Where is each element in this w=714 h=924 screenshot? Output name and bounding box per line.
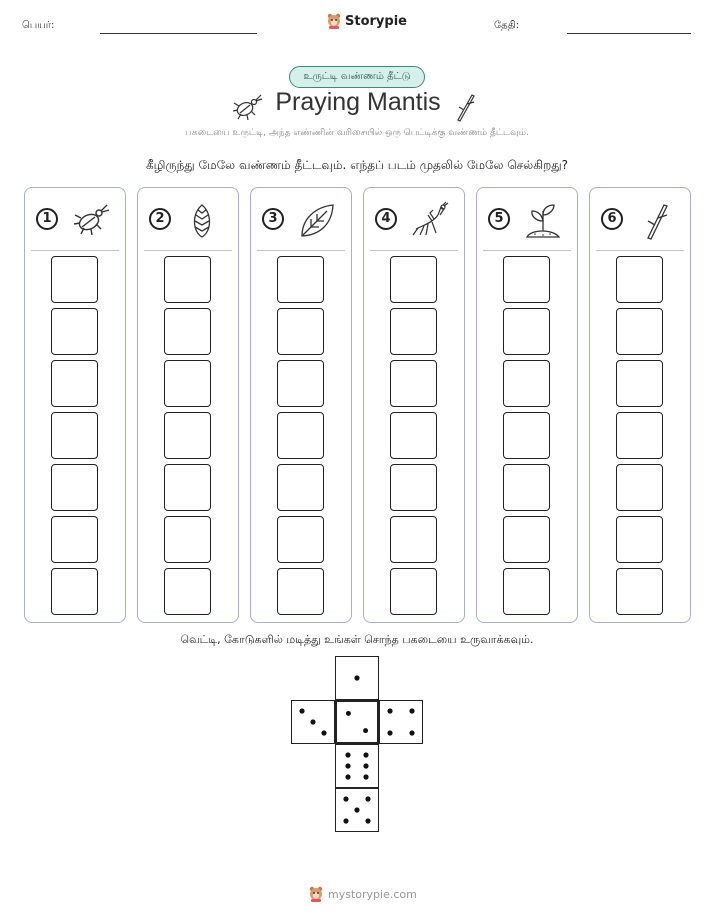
column-number: 4: [375, 208, 397, 230]
sprout-icon: [523, 201, 563, 241]
coloring-box[interactable]: [503, 464, 550, 511]
coloring-box[interactable]: [390, 256, 437, 303]
page-title: Praying Mantis: [275, 88, 441, 116]
column-4: [363, 187, 465, 623]
coloring-box[interactable]: [503, 360, 550, 407]
footer: [309, 886, 417, 902]
coloring-box[interactable]: [390, 568, 437, 615]
coloring-box[interactable]: [277, 464, 324, 511]
coloring-box[interactable]: [164, 516, 211, 563]
footer-url[interactable]: mystorypie.com: [328, 887, 417, 901]
dice-face-3: [291, 700, 335, 744]
coloring-box[interactable]: [277, 568, 324, 615]
coloring-box[interactable]: [616, 516, 663, 563]
coloring-box[interactable]: [390, 360, 437, 407]
coloring-box[interactable]: [51, 568, 98, 615]
coloring-box[interactable]: [277, 256, 324, 303]
column-number: 6: [601, 208, 623, 230]
column-divider: [31, 250, 119, 251]
coloring-box[interactable]: [390, 308, 437, 355]
dice-face-4: [379, 700, 423, 744]
coloring-box[interactable]: [616, 412, 663, 459]
column-number: 2: [149, 208, 171, 230]
twig-icon: [455, 92, 477, 122]
column-divider: [596, 250, 684, 251]
coloring-box[interactable]: [51, 516, 98, 563]
coloring-box[interactable]: [390, 516, 437, 563]
date-label: தேதி:: [494, 20, 520, 31]
coloring-box[interactable]: [616, 464, 663, 511]
column-number: 1: [36, 208, 58, 230]
coloring-box[interactable]: [277, 516, 324, 563]
beetle-icon: [230, 92, 264, 122]
column-number: 3: [262, 208, 284, 230]
activity-badge: உருட்டி வண்ணம் தீட்டு: [289, 66, 425, 88]
cut-instruction: வெட்டி, கோடுகளில் மடித்து உங்கள் சொந்த பகடையை உருவாக்கவும்.: [180, 633, 534, 646]
coloring-box[interactable]: [277, 308, 324, 355]
coloring-box[interactable]: [503, 568, 550, 615]
column-number: 5: [488, 208, 510, 230]
coloring-box[interactable]: [390, 464, 437, 511]
coloring-box[interactable]: [51, 308, 98, 355]
name-label: பெயர்:: [22, 20, 55, 31]
coloring-box[interactable]: [503, 412, 550, 459]
storypie-mascot-icon: [327, 13, 341, 29]
beetle-icon: [71, 201, 111, 241]
column-divider: [144, 250, 232, 251]
column-6: [589, 187, 691, 623]
coloring-box[interactable]: [164, 464, 211, 511]
subtitle: பகடையை உருட்டி, அந்த எண்ணின் வரிசையில் ஒரு பெட்டிக்கு வண்ணம் தீட்டவும்.: [185, 128, 529, 138]
coloring-box[interactable]: [616, 308, 663, 355]
coloring-box[interactable]: [51, 464, 98, 511]
leaf-icon: [297, 201, 337, 241]
column-3: [250, 187, 352, 623]
date-field[interactable]: [567, 33, 691, 34]
dice-face-2: [335, 700, 379, 744]
coloring-box[interactable]: [616, 256, 663, 303]
coloring-box[interactable]: [164, 412, 211, 459]
column-divider: [257, 250, 345, 251]
storypie-mascot-icon: [309, 886, 323, 902]
coloring-box[interactable]: [503, 256, 550, 303]
coloring-box[interactable]: [616, 360, 663, 407]
dice-face-5: [335, 788, 379, 832]
dice-face-1: [335, 656, 379, 700]
instruction: கீழிருந்து மேலே வண்ணம் தீட்டவும். எந்தப் படம் முதலில் மேலே செல்கிறது?: [145, 158, 569, 172]
coloring-box[interactable]: [51, 360, 98, 407]
brand-name: Storypie: [345, 13, 407, 29]
coloring-box[interactable]: [390, 412, 437, 459]
name-field[interactable]: [100, 33, 257, 34]
coloring-box[interactable]: [51, 256, 98, 303]
cone-icon: [184, 201, 224, 241]
coloring-box[interactable]: [164, 256, 211, 303]
coloring-box[interactable]: [503, 308, 550, 355]
mantis-icon: [410, 201, 450, 241]
coloring-box[interactable]: [51, 412, 98, 459]
coloring-box[interactable]: [164, 308, 211, 355]
twig-icon: [636, 201, 676, 241]
coloring-box[interactable]: [503, 516, 550, 563]
brand-logo: [327, 13, 407, 29]
coloring-box[interactable]: [164, 360, 211, 407]
coloring-box[interactable]: [277, 412, 324, 459]
column-divider: [370, 250, 458, 251]
column-divider: [483, 250, 571, 251]
column-1: [24, 187, 126, 623]
coloring-box[interactable]: [616, 568, 663, 615]
coloring-box[interactable]: [277, 360, 324, 407]
coloring-box[interactable]: [164, 568, 211, 615]
dice-net: [291, 656, 425, 834]
column-5: [476, 187, 578, 623]
column-2: [137, 187, 239, 623]
dice-face-6: [335, 744, 379, 788]
